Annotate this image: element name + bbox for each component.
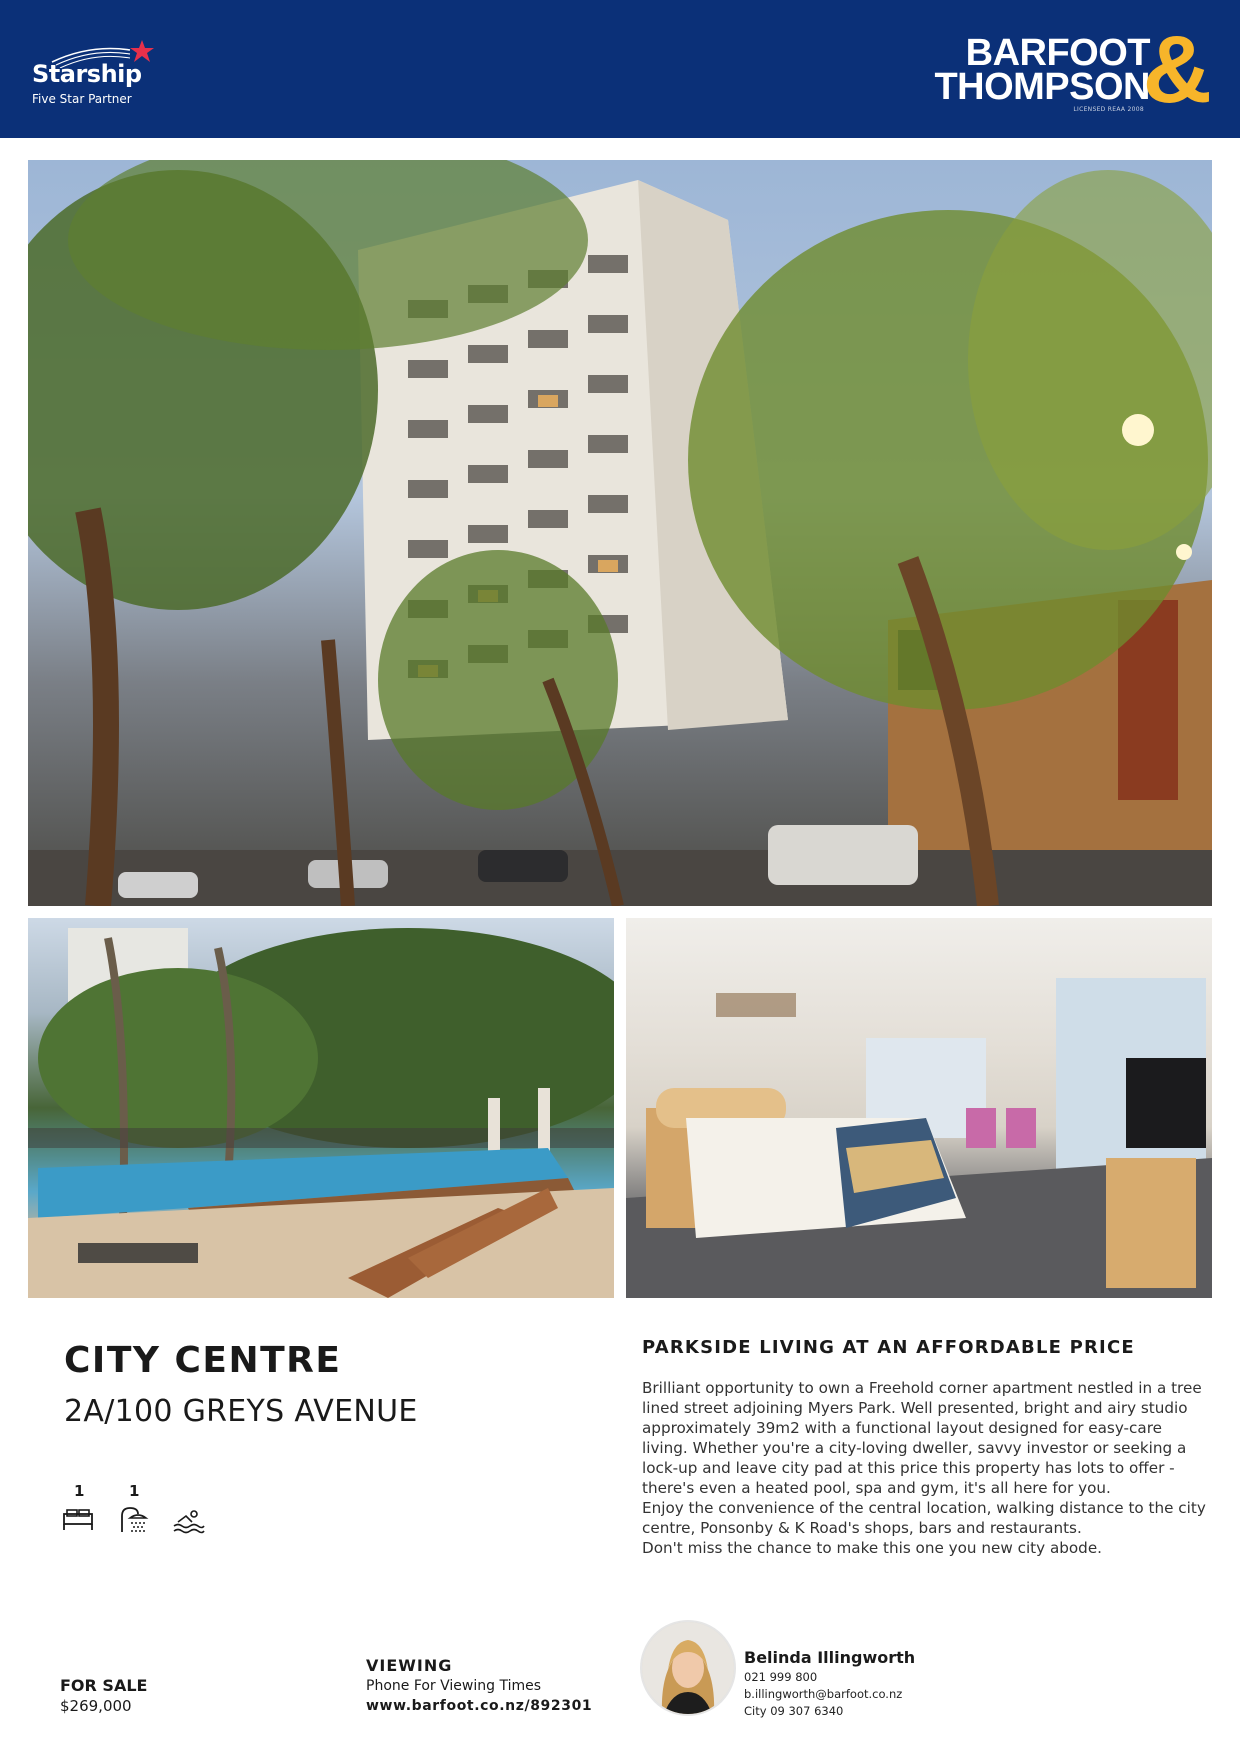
swimming-icon <box>172 1506 206 1534</box>
building-illustration <box>28 160 1212 906</box>
agent-office-phone[interactable]: City 09 307 6340 <box>744 1704 844 1718</box>
bedroom-illustration <box>626 918 1212 1298</box>
description-paragraph: Brilliant opportunity to own a Freehold corner apartment nestled in a tree lined street adjoining Myers Park. Well presented, bright and airy studio approximately 39m2 with a functional layout designed for easy-care living. Whether you're a city-loving dweller, savvy investor or seeking a lock-up and leave city pad at this price this property has lots to offer - there's even a heated pool, spa and gym, it's all here for you. <box>642 1379 1202 1497</box>
agent-avatar[interactable] <box>640 1620 736 1716</box>
viewing-phone-text: Phone For Viewing Times <box>366 1678 542 1694</box>
agent-mobile[interactable]: 021 999 800 <box>744 1670 818 1684</box>
sale-price: $269,000 <box>60 1697 132 1715</box>
brand-licence: LICENSED REAA 2008 <box>1073 106 1144 113</box>
description-paragraph: Enjoy the convenience of the central location, walking distance to the city centre, Ponsonby & K Road's shops, bars and restaurants. <box>642 1499 1206 1537</box>
starship-subtitle: Five Star Partner <box>32 92 132 106</box>
brand-ampersand: & <box>1142 16 1212 123</box>
brand-line-thompson: THOMPSON <box>934 66 1150 108</box>
sale-label: FOR SALE <box>60 1676 148 1695</box>
viewing-label: VIEWING <box>366 1656 453 1675</box>
bathroom-count: 1 <box>129 1482 140 1500</box>
barfoot-thompson-logo[interactable] <box>922 16 1212 123</box>
listing-address: 2A/100 GREYS AVENUE <box>64 1394 418 1429</box>
agent-name: Belinda Illingworth <box>744 1648 916 1667</box>
brand-line-barfoot: BARFOOT <box>965 32 1150 74</box>
listing-description <box>642 1378 1212 1558</box>
photo-bedroom[interactable] <box>626 918 1212 1298</box>
bedroom-count: 1 <box>74 1482 85 1500</box>
header-banner <box>0 0 1240 138</box>
bed-icon <box>62 1506 96 1534</box>
photo-apartment-building[interactable] <box>28 160 1212 906</box>
starship-name: Starship <box>32 60 142 88</box>
photo-pool-deck[interactable] <box>28 918 614 1298</box>
agent-portrait <box>642 1622 734 1714</box>
viewing-url-link[interactable]: www.barfoot.co.nz/892301 <box>366 1698 593 1714</box>
starship-logo[interactable] <box>32 38 162 108</box>
agent-email[interactable]: b.illingworth@barfoot.co.nz <box>744 1687 903 1701</box>
listing-suburb: CITY CENTRE <box>64 1340 342 1381</box>
pool-illustration <box>28 918 614 1298</box>
shower-icon <box>118 1506 152 1534</box>
description-paragraph: Don't miss the chance to make this one you new city abode. <box>642 1539 1102 1557</box>
listing-headline: PARKSIDE LIVING AT AN AFFORDABLE PRICE <box>642 1337 1135 1358</box>
